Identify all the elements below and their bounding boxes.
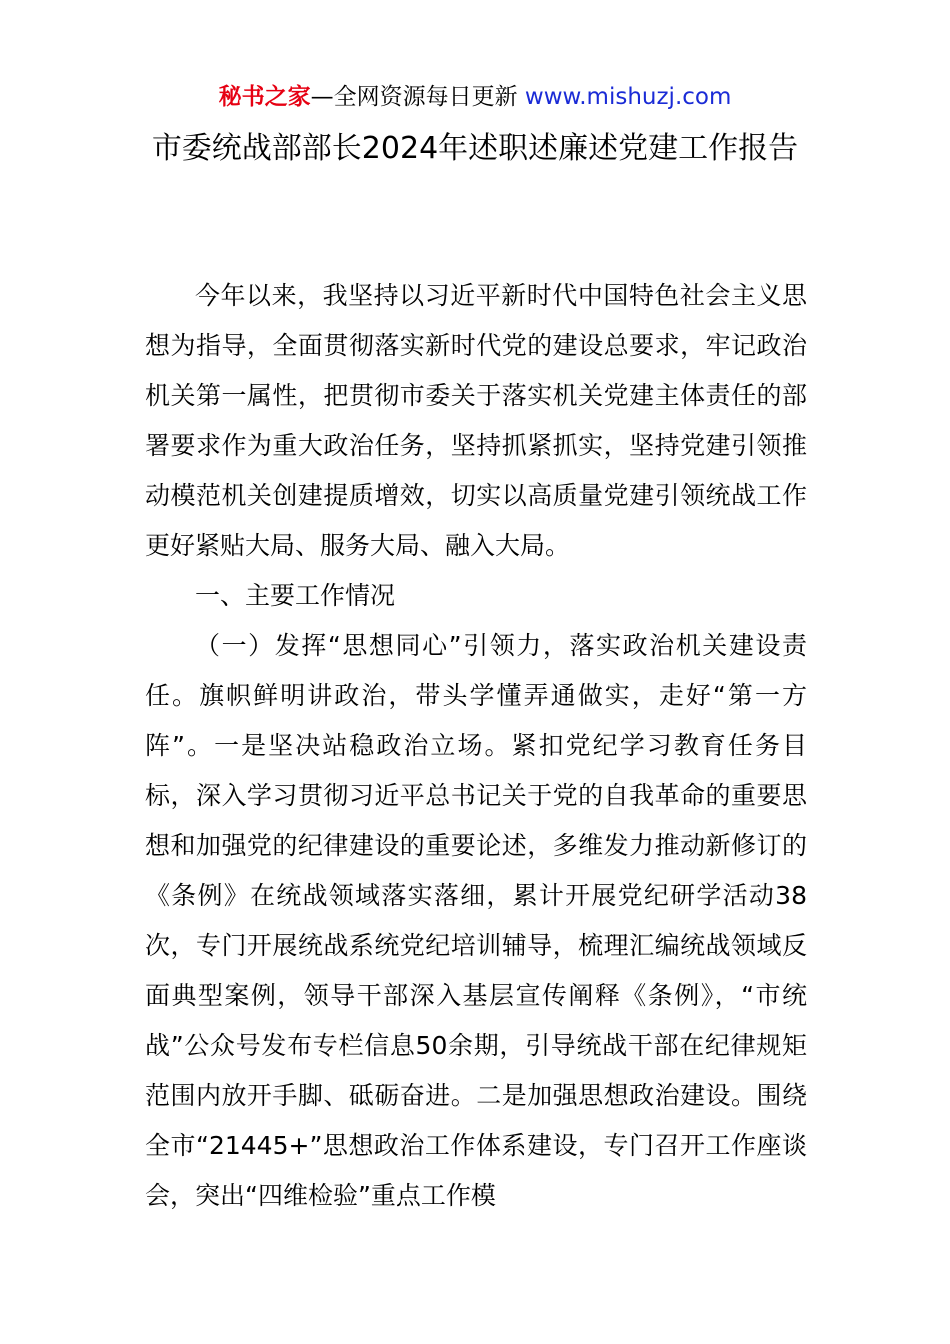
document-title: 市委统战部部长2024年述职述廉述党建工作报告 xyxy=(151,131,799,166)
header-tagline: —全网资源每日更新 xyxy=(310,84,518,110)
section-paragraph: （一）发挥“思想同心”引领力，落实政治机关建设责任。旗帜鲜明讲政治，带头学懂弄通做实，走好“第一方阵”。一是坚决站稳政治立场。紧扣党纪学习教育任务目标，深入学习贯彻习近平总书记关于党的自我革命的重要思想和加强党的纪律建设的重要论述，多维发力推动新修订的《条例》在统战领域落实落细，累计开展党纪研学活动38次，专门开展统战系统党纪培训辅导，梳理汇编统战领域反面典型案例，领导干部深入基层宣传阐释《条例》，“市统战”公众号发布专栏信息50余期，引导统战干部在纪律规矩范围内放开手脚、砥砺奋进。二是加强思想政治建设。围绕全市“21445+”思想政治工作体系建设，专门召开工作座谈会，突出“四维检验”重点工作模 xyxy=(145,631,807,1210)
watermark-header xyxy=(0,80,950,114)
intro-paragraph: 今年以来，我坚持以习近平新时代中国特色社会主义思想为指导，全面贯彻落实新时代党的建设总要求，牢记政治机关第一属性，把贯彻市委关于落实机关党建主体责任的部署要求作为重大政治任务，坚持抓紧抓实，坚持党建引领推动模范机关创建提质增效，切实以高质量党建引领统战工作更好紧贴大局、服务大局、融入大局。 xyxy=(145,281,807,560)
document-body xyxy=(145,271,807,1221)
section-heading: 一、主要工作情况 xyxy=(195,581,396,610)
header-site-link[interactable]: www.mishuzj.com xyxy=(524,84,732,110)
header-brand: 秘书之家 xyxy=(218,84,311,110)
